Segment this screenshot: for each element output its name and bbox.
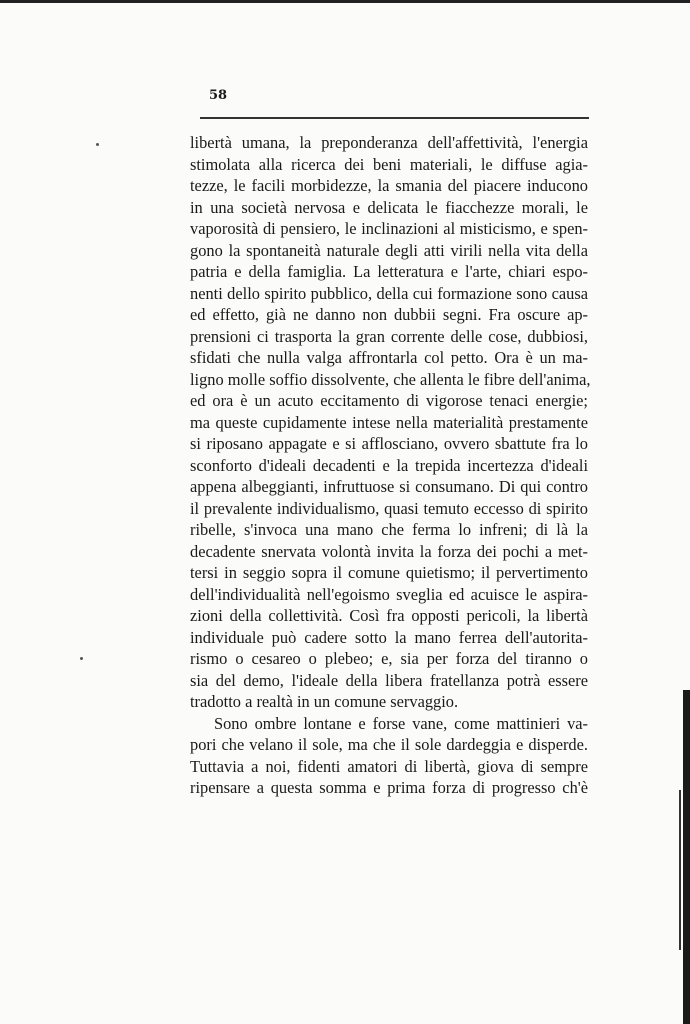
text-line: zioni della collettività. Così fra opposti pericoli, la libertà: [190, 606, 588, 625]
text-line: il prevalente individualismo, quasi temuto eccesso di spirito: [190, 498, 588, 518]
text-line: in una società nervosa e delicata le fiacchezze morali, le: [190, 197, 588, 217]
header-rule: [200, 117, 589, 119]
text-line: rismo o cesareo o plebeo; e, sia per forza del tiranno o: [190, 649, 588, 668]
scan-right-edge: [683, 690, 690, 1024]
text-line: ma queste cupidamente intese nella materialità prestamente: [190, 412, 588, 432]
text-line: stimolata alla ricerca dei beni materiali, le diffuse agia-: [190, 154, 588, 174]
scan-right-edge-line: [679, 790, 681, 950]
text-line: Tuttavia a noi, fidenti amatori di libertà, giova di sempre: [190, 756, 588, 776]
text-line: patria e della famiglia. La letteratura e l'arte, chiari espo-: [190, 262, 588, 281]
text-line: ed effetto, già ne danno non dubbii segni. Fra oscure ap-: [190, 305, 588, 324]
text-line: si riposano appagate e si afflosciano, ovvero sbattute fra lo: [190, 434, 588, 453]
text-line: sconforto d'ideali decadenti e la trepida incertezza d'ideali: [190, 455, 588, 475]
text-line: individuale può cadere sotto la mano ferrea dell'autorita-: [190, 627, 588, 647]
text-line: gono la spontaneità naturale degli atti virili nella vita della: [190, 240, 588, 260]
text-line: tezze, le facili morbidezze, la smania del piacere inducono: [190, 176, 588, 195]
text-line: decadente snervata volontà invita la forza dei pochi a met-: [190, 541, 588, 561]
text-line: sia del demo, l'ideale della libera fratellanza potrà essere: [190, 670, 588, 690]
scan-speck: [96, 143, 99, 146]
body-text: [190, 132, 591, 799]
text-line: ribelle, s'invoca una mano che ferma lo infreni; di là la: [190, 520, 588, 539]
scan-speck: [80, 657, 83, 660]
text-line: Sono ombre lontane e forse vane, come mattinieri va-: [214, 713, 588, 733]
text-line: nenti dello spirito pubblico, della cui formazione sono causa: [190, 283, 588, 303]
page-number: 58: [209, 88, 228, 103]
text-line: tradotto a realtà in un comune servaggio.: [190, 692, 459, 711]
text-line: sfidati che nulla valga affrontarla col petto. Ora è un ma-: [190, 348, 588, 367]
text-line: ripensare a questa somma e prima forza di progresso ch'è: [190, 778, 588, 797]
scan-top-edge: [0, 0, 690, 3]
text-line: libertà umana, la preponderanza dell'affettività, l'energia: [190, 133, 588, 152]
text-line: ed ora è un acuto eccitamento di vigorose tenaci energie;: [190, 391, 588, 410]
text-line: vaporosità di pensiero, le inclinazioni al misticismo, e spen-: [190, 219, 588, 238]
text-line: prensioni ci trasporta la gran corrente delle cose, dubbiosi,: [190, 326, 588, 346]
text-line: appena albeggianti, infruttuose si consumano. Di qui contro: [190, 477, 588, 496]
text-line: ligno molle soffio dissolvente, che allenta le fibre dell'anima,: [190, 369, 591, 389]
text-line: dell'individualità nell'egoismo sveglia ed acuisce le aspira-: [190, 584, 588, 604]
text-line: tersi in seggio sopra il comune quietismo; il pervertimento: [190, 563, 588, 582]
text-line: pori che velano il sole, ma che il sole dardeggia e disperde.: [190, 735, 588, 754]
